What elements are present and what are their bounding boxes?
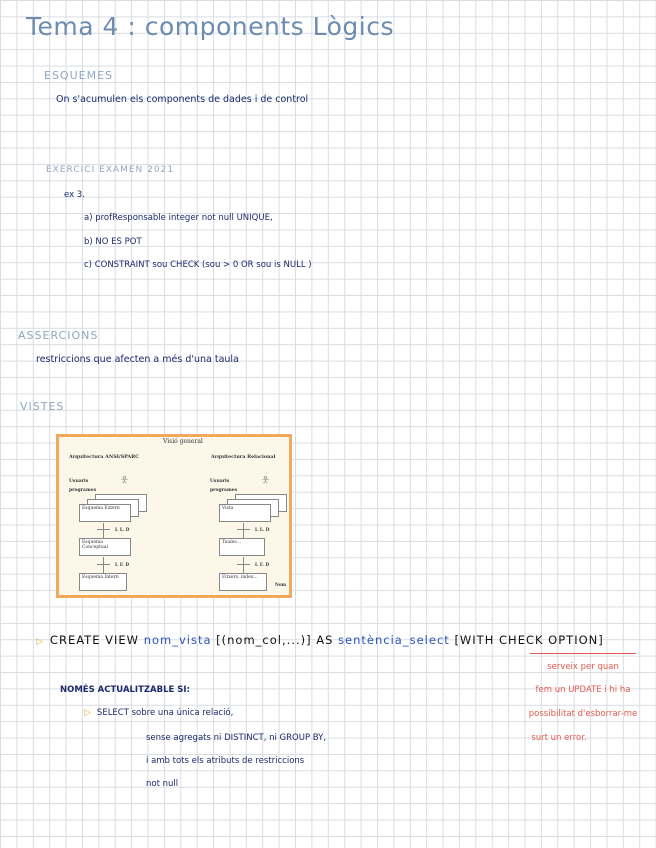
esquemes-text: On s'acumulen els components de dades i de control xyxy=(56,94,309,105)
diagram-right-link: I. L. D xyxy=(255,527,270,532)
diagram-right-link: I. F. D xyxy=(255,562,269,567)
diagram-connector xyxy=(237,529,250,530)
diagram-title: Visió general xyxy=(163,438,203,445)
bullet-triangle-icon: ▷ xyxy=(84,708,91,718)
updatable-line: not null xyxy=(146,779,179,789)
updatable-line: sense agregats ni DISTINCT, ni GROUP BY, xyxy=(146,733,327,743)
diagram-left-box-conceptual: Esquema Conceptual xyxy=(79,538,131,556)
diagram-connector xyxy=(103,557,104,573)
diagram-left-box-intern: Esquema Intern xyxy=(79,573,127,591)
exercise-number: ex 3. xyxy=(64,190,85,200)
section-heading-assercions: ASSERCIONS xyxy=(18,329,99,342)
exercise-item: c) CONSTRAINT sou CHECK (sou > 0 OR sou is NULL ) xyxy=(84,260,312,270)
diagram-left-link: I. F. D xyxy=(115,562,129,567)
updatable-line-text: SELECT sobre una única relació, xyxy=(96,708,234,718)
user-figure-icon: 웃 xyxy=(121,476,128,484)
exercise-item: b) NO ES POT xyxy=(84,237,142,247)
architecture-diagram xyxy=(56,434,292,598)
diagram-right-header: Arquitectura Relacional xyxy=(211,454,276,460)
updatable-line xyxy=(84,708,233,718)
note-line: serveix per quan xyxy=(547,662,619,672)
diagram-connector xyxy=(237,564,250,565)
diagram-right-box-taules: Taules… xyxy=(219,538,265,556)
diagram-left-box-extern: Esquema Extern xyxy=(79,504,131,522)
view-name: nom_vista xyxy=(143,633,212,647)
as-keyword: AS xyxy=(316,633,334,647)
assercions-text: restriccions que afecten a més d'una taula xyxy=(36,354,239,365)
create-view-syntax xyxy=(36,633,604,647)
note-line: fem un UPDATE i hi ha xyxy=(535,685,631,695)
select-sentence: sentència_select xyxy=(338,633,450,647)
section-heading-esquemes: ESQUEMES xyxy=(44,69,114,82)
create-keyword: CREATE VIEW xyxy=(49,633,140,647)
diagram-connector xyxy=(97,529,110,530)
updatable-line: i amb tots els atributs de restriccions xyxy=(146,756,305,766)
section-heading-exercici: EXERCICI EXAMEN 2021 xyxy=(46,165,175,175)
diagram-connector xyxy=(243,557,244,573)
bullet-triangle-icon: ▷ xyxy=(36,637,44,647)
diagram-connector xyxy=(243,523,244,538)
note-line: surt un error. xyxy=(531,733,587,743)
user-figure-icon: 웃 xyxy=(262,476,269,484)
diagram-right-box-fitxers: Fitxers, índex… xyxy=(219,573,267,591)
diagram-corner-label: Nom xyxy=(275,582,287,587)
updatable-title: NOMÉS ACTUALITZABLE SI: xyxy=(60,685,190,695)
diagram-connector xyxy=(97,564,110,565)
diagram-connector xyxy=(103,523,104,538)
note-underline xyxy=(530,653,636,654)
diagram-right-users: Usuaris programes xyxy=(210,479,238,493)
check-option: [WITH CHECK OPTION] xyxy=(454,633,604,647)
note-line: possibilitat d'esborrar-me xyxy=(528,709,638,719)
page-title: Tema 4 : components Lògics xyxy=(26,12,395,41)
diagram-left-users: Usuaris programes xyxy=(69,479,97,493)
diagram-left-link: I. L. D xyxy=(115,527,130,532)
column-list: [(nom_col,...)] xyxy=(216,633,312,647)
exercise-item: a) profResponsable integer not null UNIQUE, xyxy=(84,213,273,223)
section-heading-vistes: VISTES xyxy=(20,400,65,413)
diagram-right-box-vista: Vista xyxy=(219,504,271,522)
diagram-left-header: Arquitectura ANSI/SPARC xyxy=(69,454,139,460)
